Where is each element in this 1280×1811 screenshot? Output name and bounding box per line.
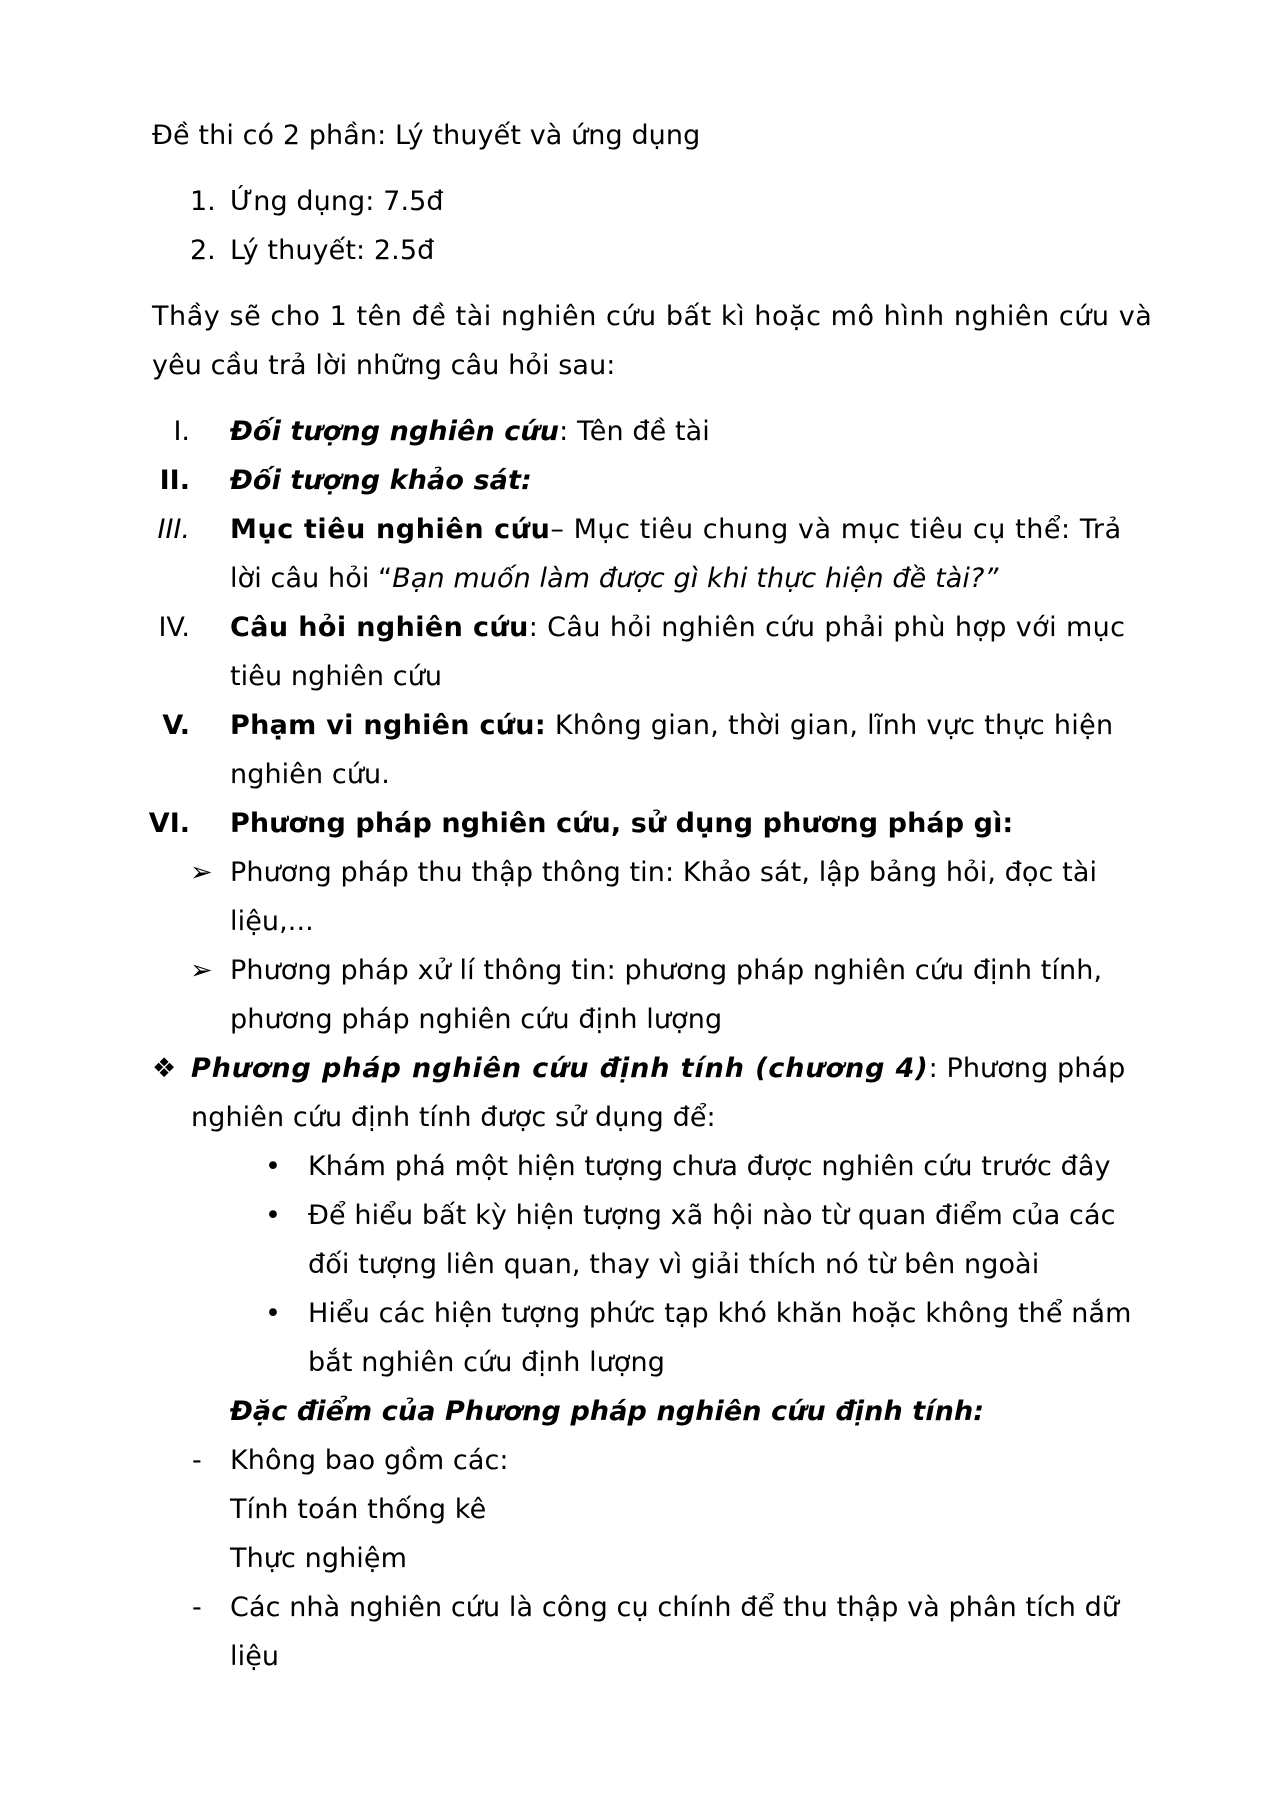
item-iii-line2-b: Bạn muốn làm được gì khi thực hiện đề tài?” (392, 563, 999, 594)
item-number-iii: III. (157, 514, 190, 545)
item-v-line1 (230, 709, 1113, 743)
feature-line2: liệu (230, 1641, 280, 1672)
feature-sub: Thực nghiệm (230, 1543, 408, 1574)
intro-text: Đề thi có 2 phần: Lý thuyết và ứng dụng (152, 120, 701, 151)
arrow-bullet-icon: ➢ (190, 857, 213, 888)
item-number-i: I. (173, 416, 190, 447)
item-iii-bold: Mục tiêu nghiên cứu (230, 514, 551, 545)
item-ii-bold: Đối tượng khảo sát: (230, 465, 532, 496)
use-line2: đối tượng liên quan, thay vì giải thích nó từ bên ngoài (308, 1249, 1040, 1280)
dash-bullet-icon: - (192, 1445, 202, 1476)
item-v-rest: Không gian, thời gian, lĩnh vực thực hiện (545, 710, 1114, 741)
method-line2: phương pháp nghiên cứu định lượng (230, 1004, 723, 1035)
use-line1: Khám phá một hiện tượng chưa được nghiên cứu trước đây (308, 1151, 1111, 1182)
item-v-line2: nghiên cứu. (230, 759, 390, 790)
method-line1: Phương pháp xử lí thông tin: phương pháp nghiên cứu định tính, (230, 955, 1103, 986)
item-number-vi: VI. (148, 808, 190, 839)
item-v-bold: Phạm vi nghiên cứu: (230, 710, 546, 741)
item-iv-bold: Câu hỏi nghiên cứu (230, 612, 529, 643)
part-number: 2. (190, 235, 216, 266)
part-number: 1. (190, 186, 216, 217)
item-i (230, 415, 710, 449)
qualitative-line1 (191, 1052, 1125, 1086)
features-heading: Đặc điểm của Phương pháp nghiên cứu định tính: (230, 1396, 985, 1427)
item-i-bold: Đối tượng nghiên cứu (230, 416, 560, 447)
item-i-rest: : Tên đề tài (559, 416, 710, 447)
item-iii-rest: – Mục tiêu chung và mục tiêu cụ thể: Trả (550, 514, 1122, 545)
qualitative-line2: nghiên cứu định tính được sử dụng để: (191, 1102, 716, 1133)
item-iii-line2 (230, 562, 999, 596)
part-text: Ứng dụng: 7.5đ (230, 186, 444, 217)
feature-line1: Không bao gồm các: (230, 1445, 509, 1476)
qualitative-rest: : Phương pháp (928, 1053, 1126, 1084)
round-bullet-icon: • (265, 1298, 281, 1329)
para1-line1-text: Thầy sẽ cho 1 tên đề tài nghiên cứu bất kì hoặc mô hình nghiên cứu và (152, 301, 1153, 332)
qualitative-heading: Phương pháp nghiên cứu định tính (chương 4) (191, 1053, 929, 1084)
method-line1: Phương pháp thu thập thông tin: Khảo sát, lập bảng hỏi, đọc tài (230, 857, 1098, 888)
para1-line1 (152, 300, 1152, 334)
item-number-v: V. (162, 710, 190, 741)
use-line1: Hiểu các hiện tượng phức tạp khó khăn hoặc không thể nắm (308, 1298, 1132, 1329)
para1-line2: yêu cầu trả lời những câu hỏi sau: (152, 350, 616, 381)
item-iv-line2: tiêu nghiên cứu (230, 661, 443, 692)
arrow-bullet-icon: ➢ (190, 955, 213, 986)
diamond-bullet-icon: ❖ (152, 1053, 177, 1084)
item-iii-line2-a: lời câu hỏi “ (230, 563, 393, 594)
item-number-iv: IV. (158, 612, 190, 643)
method-line2: liệu,... (230, 906, 314, 937)
use-line1: Để hiểu bất kỳ hiện tượng xã hội nào từ quan điểm của các (308, 1200, 1116, 1231)
feature-sub: Tính toán thống kê (230, 1494, 487, 1525)
dash-bullet-icon: - (192, 1592, 202, 1623)
item-vi-bold: Phương pháp nghiên cứu, sử dụng phương pháp gì: (230, 808, 1014, 839)
item-iv-line1 (230, 611, 1125, 645)
feature-line1: Các nhà nghiên cứu là công cụ chính để thu thập và phân tích dữ (230, 1592, 1120, 1623)
item-number-ii: II. (159, 465, 190, 496)
item-iii-line1 (230, 513, 1152, 547)
item-iv-rest: : Câu hỏi nghiên cứu phải phù hợp với mục (528, 612, 1126, 643)
use-line2: bắt nghiên cứu định lượng (308, 1347, 666, 1378)
round-bullet-icon: • (265, 1151, 281, 1182)
part-text: Lý thuyết: 2.5đ (230, 235, 435, 266)
round-bullet-icon: • (265, 1200, 281, 1231)
